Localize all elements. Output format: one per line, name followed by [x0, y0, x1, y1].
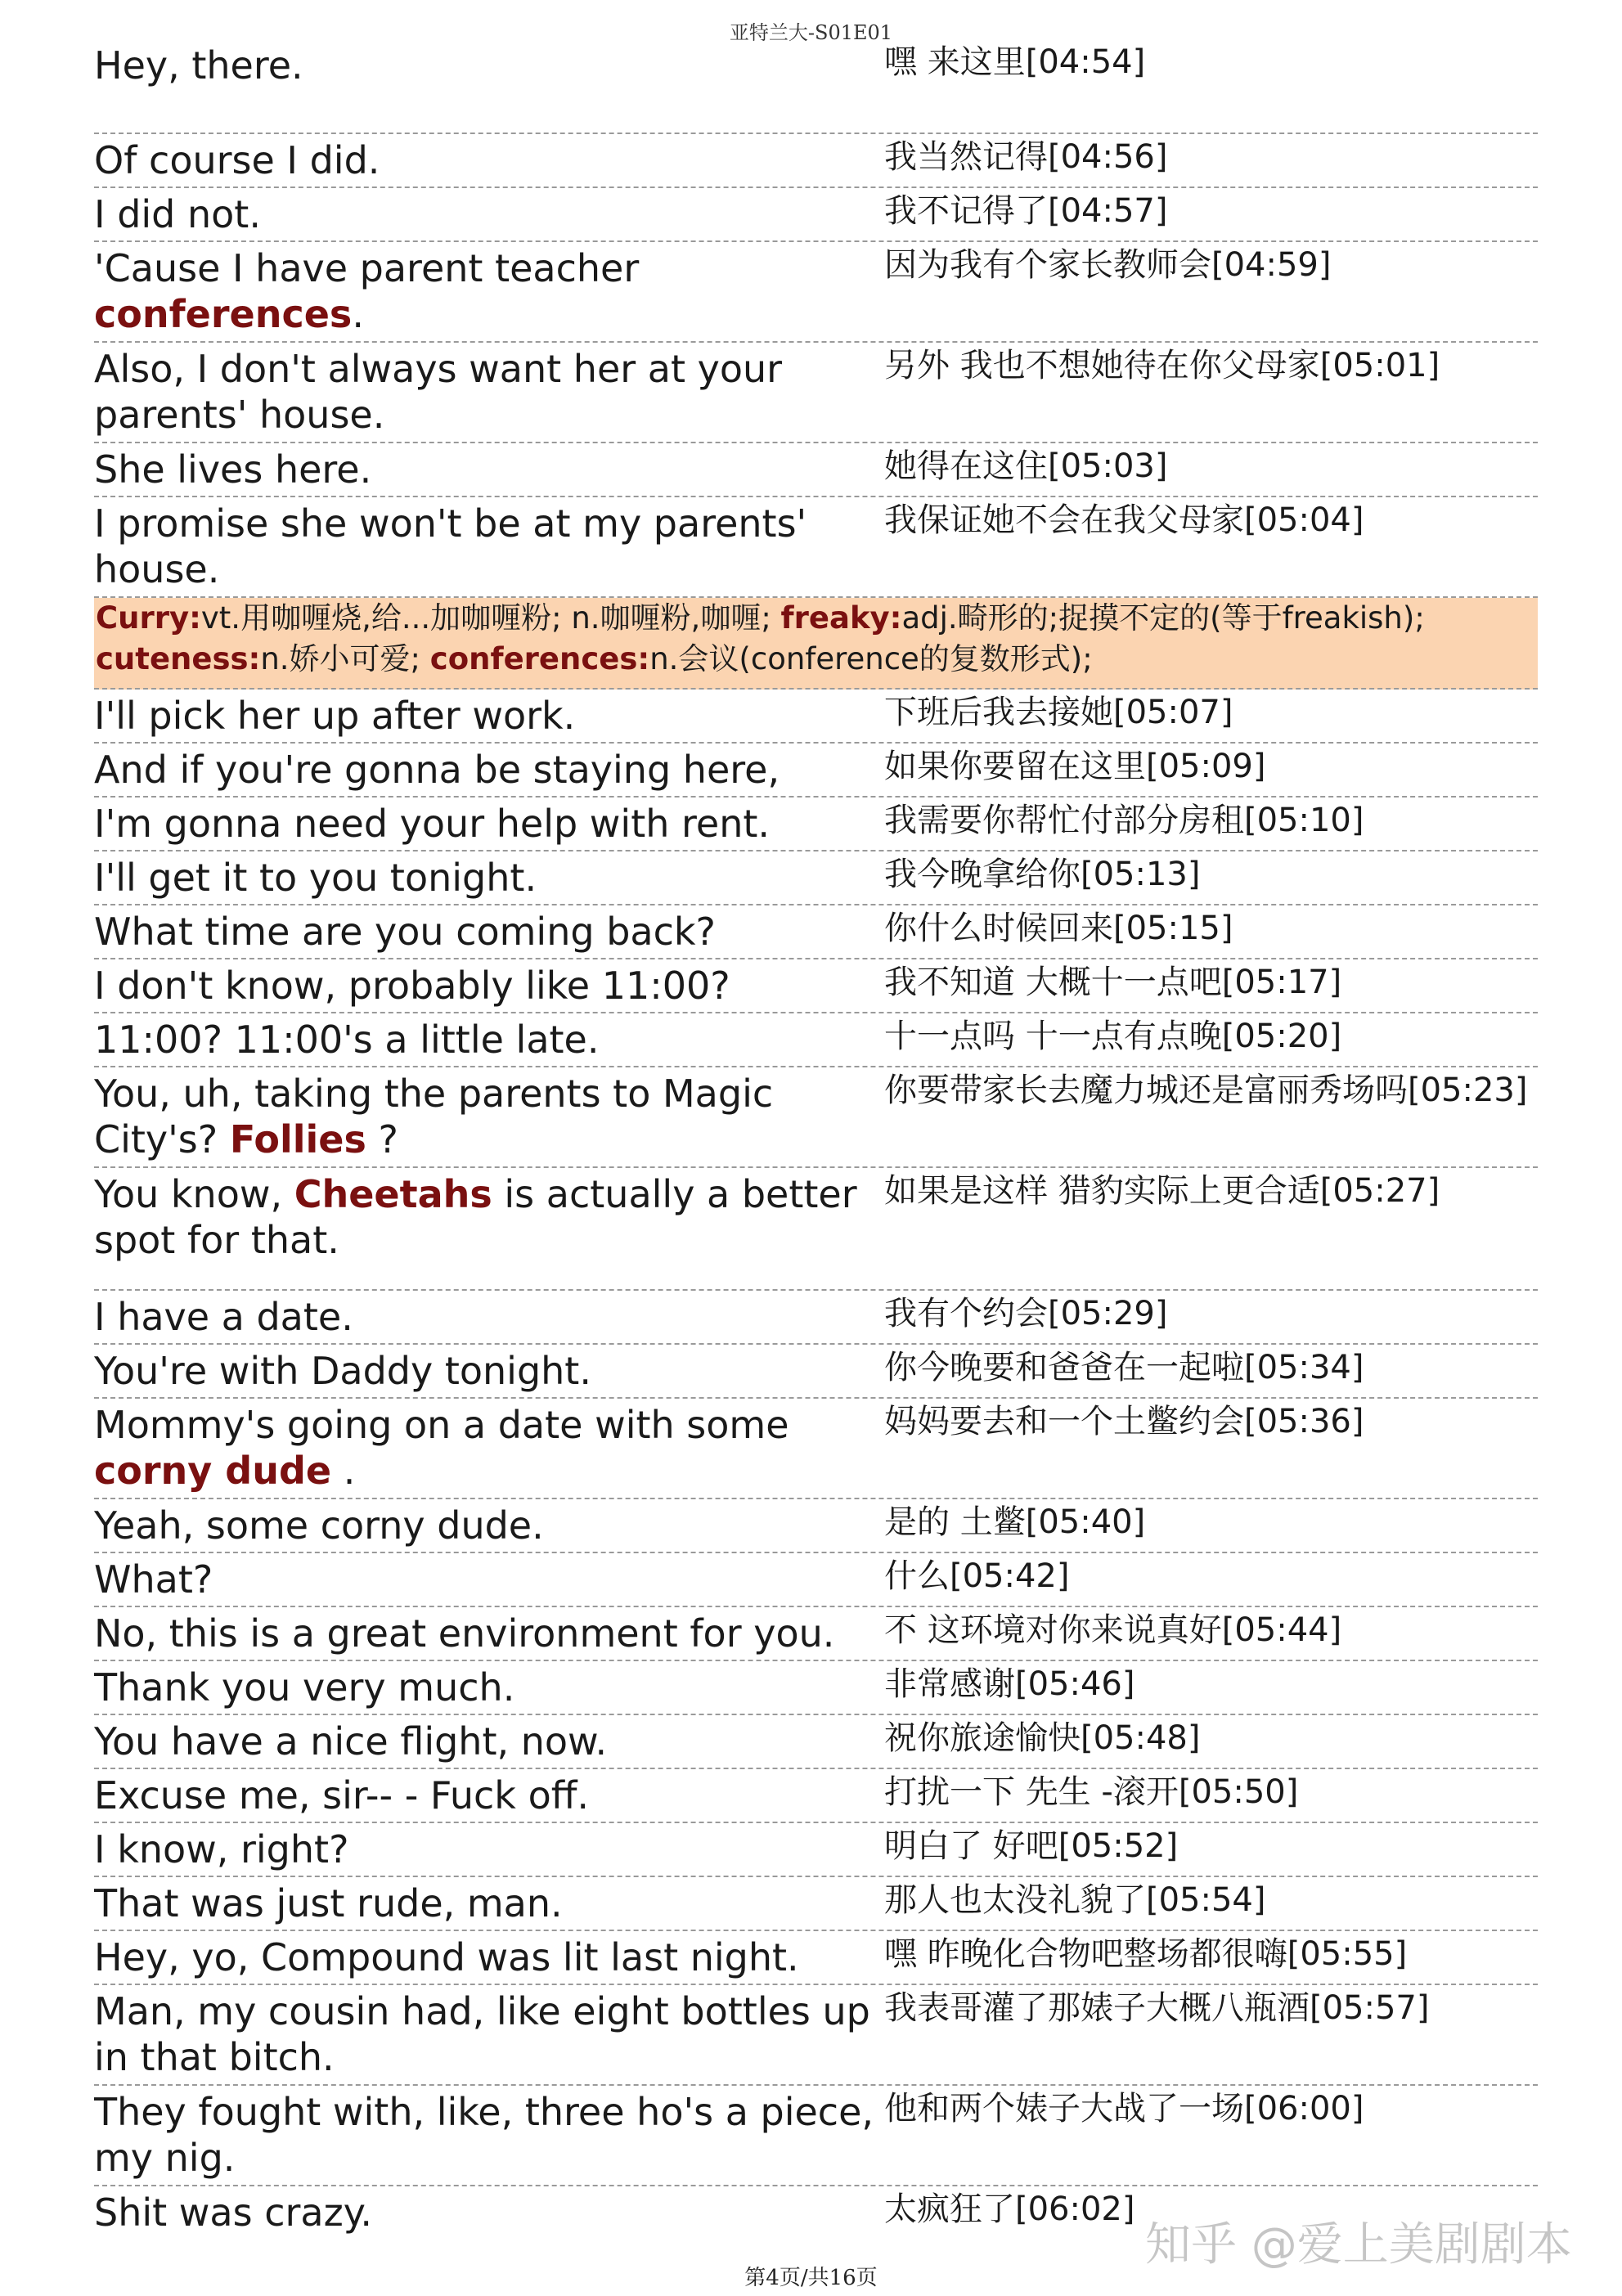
table-row [94, 1931, 1538, 1985]
chinese-line: 妈妈要去和一个土鳖约会[05:36] [884, 1403, 1364, 1440]
table-row [94, 1345, 1538, 1399]
english-text: You know, [94, 1172, 294, 1216]
english-line [94, 1067, 884, 1166]
table-row [94, 1823, 1538, 1877]
table-row [94, 1661, 1538, 1715]
vocab-definition: n.娇小可爱; [260, 641, 430, 676]
vocabulary-box [94, 598, 1538, 690]
english-line: I don't know, probably like 11:00? [94, 964, 730, 1008]
vocab-definition: adj.畸形的;捉摸不定的(等于freakish); [901, 600, 1425, 636]
chinese-line: 我保证她不会在我父母家[05:04] [884, 501, 1364, 539]
highlighted-word: Cheetahs [294, 1172, 492, 1216]
chinese-line: 我不知道 大概十一点吧[05:17] [884, 964, 1342, 1001]
english-line: Thank you very much. [94, 1665, 515, 1710]
english-line: Yeah, some corny dude. [94, 1503, 544, 1548]
english-line [94, 1399, 884, 1498]
english-line: I'm gonna need your help with rent. [94, 802, 771, 846]
english-line: No, this is a great environment for you. [94, 1611, 835, 1656]
table-row [94, 1399, 1538, 1499]
table-row [94, 2086, 1538, 2186]
vocab-term: conferences: [429, 641, 650, 676]
chinese-line: 是的 土鳖[05:40] [884, 1503, 1146, 1541]
table-row [94, 188, 1538, 242]
english-line: Man, my cousin had, like eight bottles up in that bitch. [94, 1989, 870, 2079]
chinese-line: 因为我有个家长教师会[04:59] [884, 246, 1332, 284]
vocab-term: freaky: [780, 600, 902, 636]
chinese-line: 嘿 来这里[04:54] [884, 43, 1146, 81]
english-text: Mommy's going on a date with some [94, 1403, 789, 1447]
vocab-term: cuteness: [96, 641, 261, 676]
table-row [94, 1553, 1538, 1607]
chinese-line: 我当然记得[04:56] [884, 138, 1168, 176]
subtitle-table [94, 39, 1538, 2240]
table-row [94, 1291, 1538, 1345]
english-line: I promise she won't be at my parents' house. [94, 501, 807, 591]
chinese-line: 如果是这样 猎豹实际上更合适[05:27] [884, 1172, 1440, 1210]
chinese-line: 嘿 昨晚化合物吧整场都很嗨[05:55] [884, 1935, 1408, 1973]
english-line: You're with Daddy tonight. [94, 1349, 591, 1393]
english-line: What? [94, 1557, 213, 1602]
english-line: I know, right? [94, 1827, 349, 1871]
english-line: And if you're gonna be staying here, [94, 748, 780, 792]
chinese-line: 你要带家长去魔力城还是富丽秀场吗[05:23] [884, 1072, 1528, 1109]
table-row [94, 744, 1538, 798]
chinese-line: 如果你要留在这里[05:09] [884, 748, 1266, 785]
english-line: Hey, yo, Compound was lit last night. [94, 1935, 799, 1979]
page-number: 第4页/共16页 [744, 2266, 878, 2290]
english-line: Excuse me, sir-- - Fuck off. [94, 1773, 590, 1817]
english-line: I did not. [94, 192, 261, 236]
english-text: . [331, 1449, 356, 1493]
table-row [94, 443, 1538, 497]
english-text: You, uh, taking the parents to Magic City's? [94, 1072, 774, 1161]
chinese-line: 他和两个婊子大战了一场[06:00] [884, 2090, 1364, 2128]
english-line: Also, I don't always want her at your parents' house. [94, 347, 783, 437]
chinese-line: 我今晚拿给你[05:13] [884, 856, 1201, 893]
table-row [94, 1607, 1538, 1661]
table-row [94, 690, 1538, 744]
table-row [94, 1769, 1538, 1823]
chinese-line: 我不记得了[04:57] [884, 192, 1168, 230]
table-row [94, 905, 1538, 959]
chinese-line: 那人也太没礼貌了[05:54] [884, 1881, 1266, 1919]
chinese-line: 我有个约会[05:29] [884, 1295, 1168, 1332]
vocab-term: Curry: [96, 600, 201, 636]
chinese-line: 我表哥灌了那婊子大概八瓶酒[05:57] [884, 1989, 1430, 2027]
highlighted-word: corny dude [94, 1449, 332, 1493]
english-line: Of course I did. [94, 138, 380, 182]
page-header: 亚特兰大-S01E01 [729, 21, 893, 44]
chinese-line: 明白了 好吧[05:52] [884, 1827, 1179, 1865]
english-line [94, 1168, 884, 1289]
table-row [94, 1877, 1538, 1931]
table-row [94, 497, 1538, 598]
chinese-line: 什么[05:42] [884, 1557, 1070, 1595]
chinese-line: 十一点吗 十一点有点晚[05:20] [884, 1018, 1342, 1055]
vocab-definition: n.会议(conference的复数形式); [649, 641, 1093, 676]
chinese-line: 另外 我也不想她待在你父母家[05:01] [884, 347, 1440, 384]
chinese-line: 你什么时候回来[05:15] [884, 910, 1233, 947]
english-line: You have a nice flight, now. [94, 1719, 608, 1764]
table-row [94, 1715, 1538, 1769]
english-text: . [352, 292, 364, 336]
vocab-definition: vt.用咖喱烧,给...加咖喱粉; n.咖喱粉,咖喱; [200, 600, 781, 636]
highlighted-word: Follies [229, 1117, 366, 1161]
english-line: I have a date. [94, 1295, 353, 1339]
table-row [94, 1013, 1538, 1067]
english-line: I'll get it to you tonight. [94, 856, 537, 900]
chinese-line: 打扰一下 先生 -滚开[05:50] [884, 1773, 1299, 1811]
table-row [94, 242, 1538, 343]
chinese-line: 下班后我去接她[05:07] [884, 694, 1233, 731]
watermark: 知乎 @爱上美剧剧本 [1145, 2218, 1572, 2271]
english-line: Hey, there. [94, 43, 303, 88]
chinese-line: 她得在这住[05:03] [884, 447, 1168, 485]
english-line [94, 242, 884, 341]
table-row [94, 343, 1538, 443]
english-line: She lives here. [94, 447, 372, 492]
table-row [94, 959, 1538, 1013]
table-row [94, 851, 1538, 905]
english-line: I'll pick her up after work. [94, 694, 576, 738]
table-row [94, 134, 1538, 188]
english-line: Shit was crazy. [94, 2190, 373, 2235]
chinese-line: 你今晚要和爸爸在一起啦[05:34] [884, 1349, 1364, 1386]
english-text: is actually a better spot for that. [94, 1172, 857, 1262]
english-line: They fought with, like, three ho's a piece, my nig. [94, 2090, 874, 2180]
chinese-line: 非常感谢[05:46] [884, 1665, 1135, 1703]
table-row [94, 39, 1538, 134]
english-line: That was just rude, man. [94, 1881, 563, 1925]
table-row [94, 1985, 1538, 2086]
english-line: What time are you coming back? [94, 910, 716, 954]
chinese-line: 我需要你帮忙付部分房租[05:10] [884, 802, 1364, 839]
table-row [94, 1168, 1538, 1291]
highlighted-word: conferences [94, 292, 353, 336]
chinese-line: 太疯狂了[06:02] [884, 2190, 1135, 2228]
table-row [94, 1499, 1538, 1553]
english-line: 11:00? 11:00's a little late. [94, 1018, 600, 1062]
chinese-line: 祝你旅途愉快[05:48] [884, 1719, 1201, 1757]
table-row [94, 1067, 1538, 1168]
english-text: 'Cause I have parent teacher [94, 246, 640, 290]
table-row [94, 798, 1538, 851]
english-text: ? [366, 1117, 398, 1161]
chinese-line: 不 这环境对你来说真好[05:44] [884, 1611, 1342, 1649]
